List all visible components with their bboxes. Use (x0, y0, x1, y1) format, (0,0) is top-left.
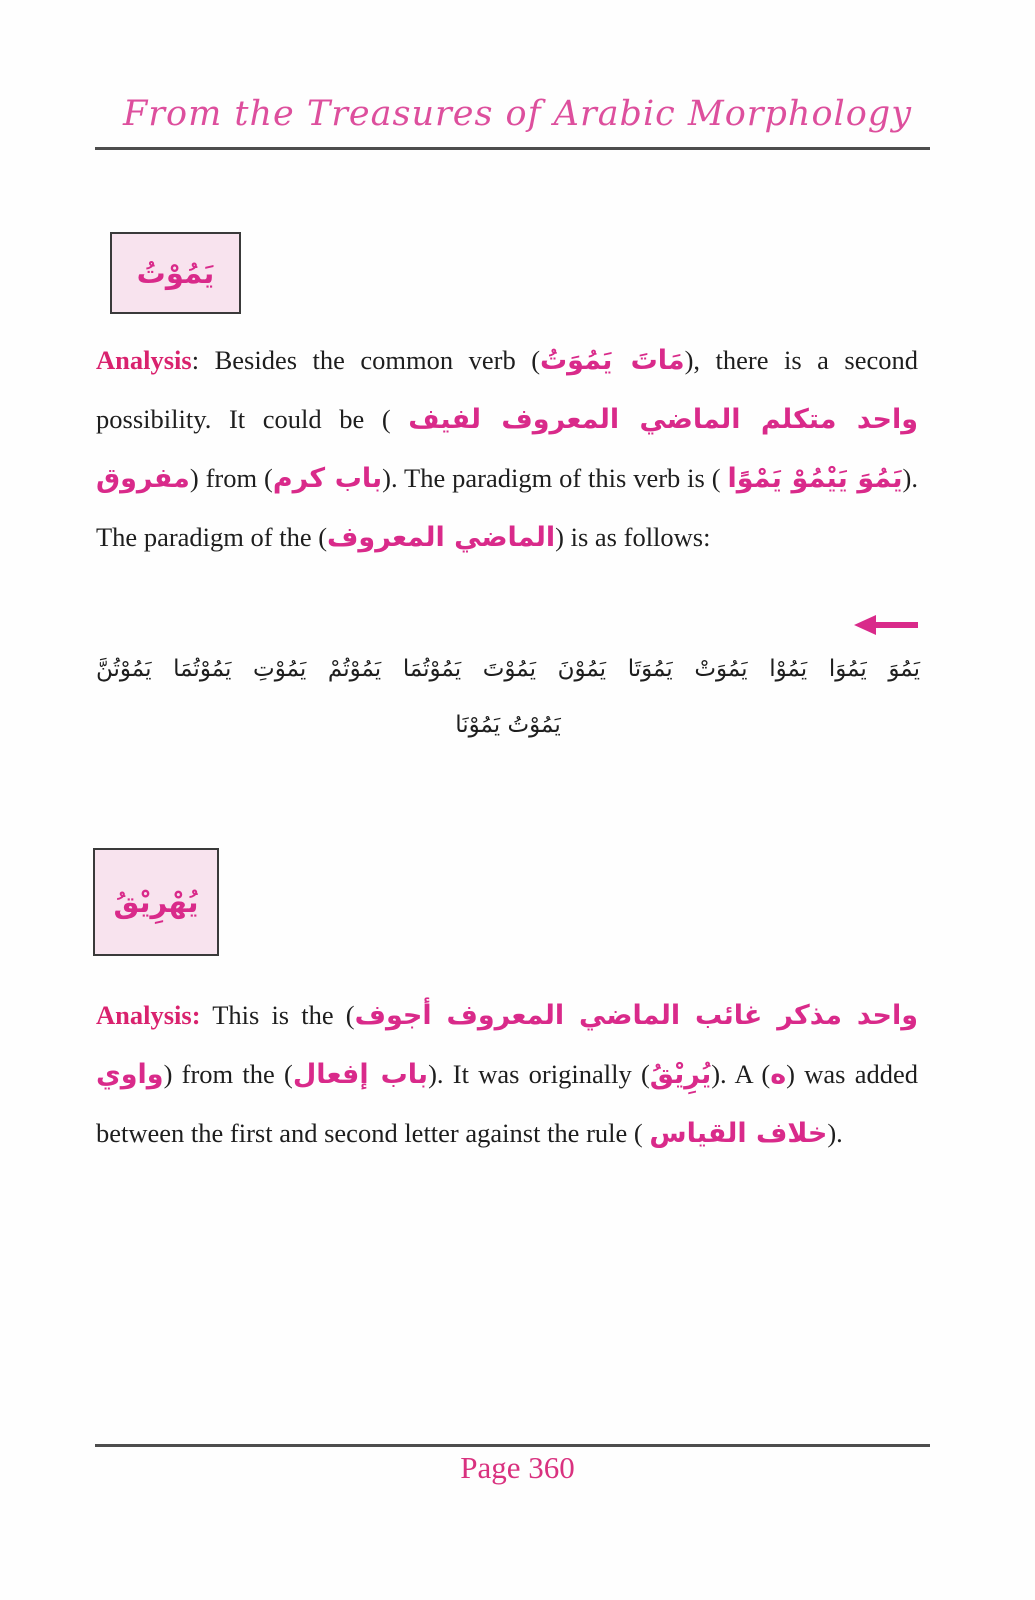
header-rule (95, 147, 930, 150)
paradigm-line-2: يَمُوْتُ يَمُوْنَا (455, 712, 561, 738)
analysis-2-text-2: ) from the ( (163, 1059, 293, 1089)
analysis-1-text-1: : Besides the common verb ( (191, 345, 541, 375)
left-arrow-icon-svg (852, 611, 918, 639)
word-box-yamutu (110, 232, 241, 314)
analysis-paragraph-2 (96, 986, 918, 1163)
analysis-2-arabic-2: باب إفعال (292, 1059, 429, 1090)
analysis-1-text-6: ) is as follows: (555, 522, 711, 552)
analysis-2-label: Analysis: (96, 1000, 201, 1030)
analysis-2-text-5: ) was added between the first and second letter against the rule ( (96, 1059, 918, 1148)
page-number: Page 360 (460, 1450, 575, 1485)
analysis-2-text-4: ). A ( (711, 1059, 771, 1089)
page-header-title: From the Treasures of Arabic Morphology (123, 94, 912, 134)
analysis-1-text-5: ). The paradigm of the ( (96, 463, 918, 552)
analysis-2-text-3: ). It was originally ( (428, 1059, 650, 1089)
past-tense-paradigm (96, 641, 920, 753)
analysis-2-text-1: This is the ( (200, 1000, 355, 1030)
word-box-yuhriqu-text: يُهْرِيْقُ (113, 885, 199, 919)
word-box-yamutu-text: يَمُوْتُ (136, 256, 215, 290)
word-box-yuhriqu (93, 848, 219, 956)
analysis-1-text-4: ). The paradigm of this verb is ( (382, 463, 728, 493)
analysis-1-arabic-4: يَمُوَ يَيْمُوْ يَمْوًا (727, 463, 903, 494)
analysis-2-text-6: ). (827, 1118, 843, 1148)
analysis-2-arabic-4: ه (770, 1059, 787, 1090)
analysis-2-arabic-3: يُرِيْقُ (649, 1059, 712, 1090)
analysis-2-arabic-1: واحد مذكر غائب الماضي المعروف أجوف واوي (96, 1000, 918, 1090)
analysis-1-text-3: ) from ( (189, 463, 273, 493)
analysis-paragraph-1 (96, 331, 918, 567)
analysis-1-text-2: ), there is a second possibility. It could be ( (96, 345, 919, 434)
paradigm-line-1: يَمُوَ يَمُوَا يَمُوْا يَمُوَتْ يَمُوَتَا يَمُوْنَ يَمُوْتَ يَمُوْتُمَا يَمُوْتُمْ يَمُوْتِ يَمُوْتُمَا يَمُوْتُنَّ (96, 656, 920, 682)
analysis-1-arabic-5: الماضي المعروف (327, 522, 556, 553)
footer-rule (95, 1444, 930, 1447)
analysis-2-arabic-5: خلاف القياس (649, 1118, 828, 1149)
analysis-1-arabic-2: واحد متكلم الماضي المعروف لفيف مفروق (96, 404, 918, 494)
analysis-1-arabic-1: مَاتَ يَمُوَتُ (540, 345, 685, 376)
analysis-1-label: Analysis (96, 345, 192, 375)
analysis-1-arabic-3: باب كرم (272, 463, 383, 494)
left-arrow-icon (852, 611, 918, 639)
